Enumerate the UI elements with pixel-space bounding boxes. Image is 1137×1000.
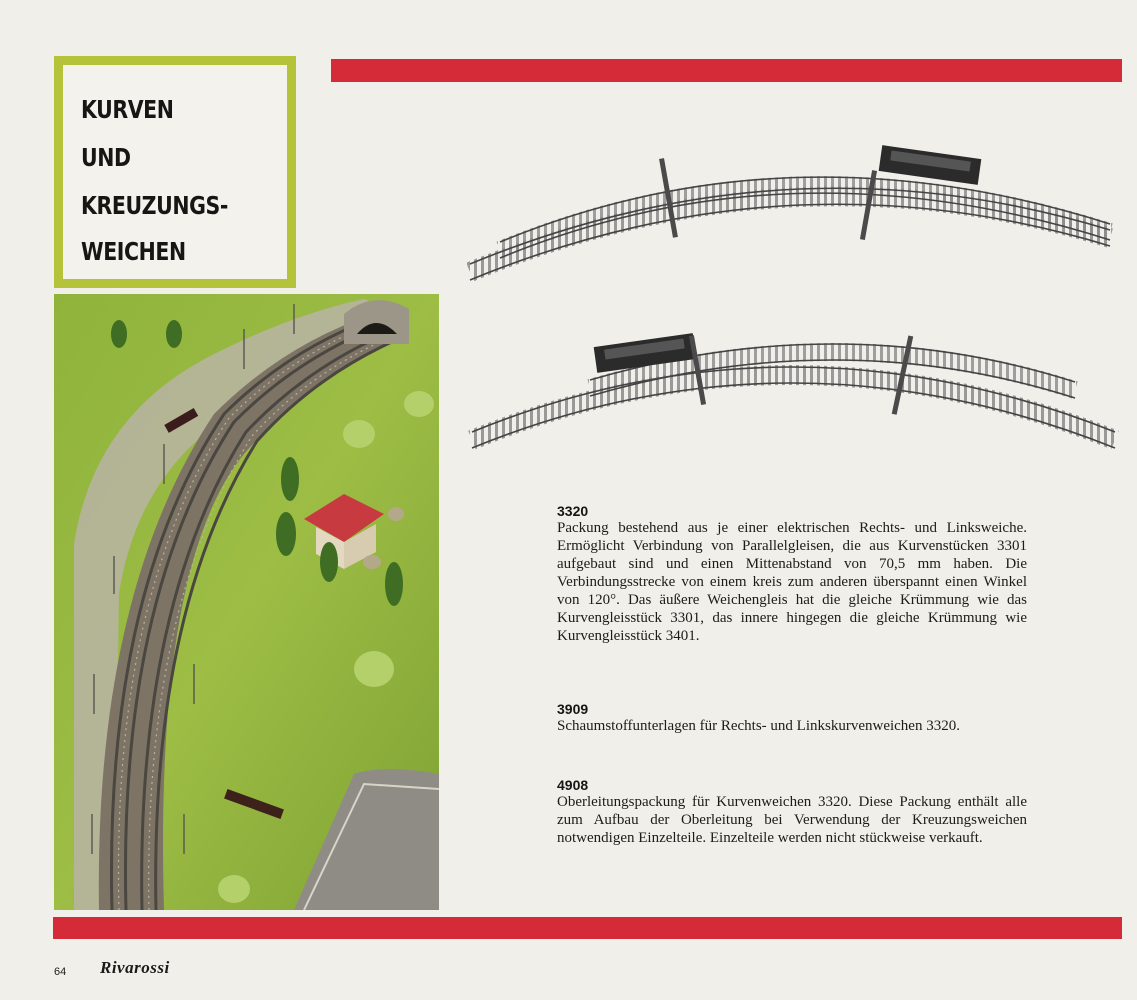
bottom-red-bar	[53, 917, 1122, 939]
top-red-bar	[331, 59, 1122, 82]
product-description: Packung bestehend aus je einer elektrischen Rechts- und Linksweiche. Ermöglicht Verbindung von Parallelgleisen, die aus Kurvenstücken 3301 aufgebaut sind und einen Mittenabstand von 70,5 mm haben. Die Verbindungsstrecke von einem kreis zum anderen überspannt einen Winkel von 120°. Das äußere Weichengleis hat die gleiche Krümmung wie das Kurvengleisstück 3301, das innere hingegen die gleiche Krümmung wie Kurvengleisstück 3401.	[557, 520, 1027, 644]
left-turnout-illustration	[470, 145, 1110, 280]
title-line-4: WEICHEN	[81, 237, 186, 266]
product-description: Schaumstoffunterlagen für Rechts- und Linkskurvenweichen 3320.	[557, 718, 960, 734]
section-title-box	[54, 56, 296, 288]
product-number: 4908	[557, 777, 589, 793]
title-line-3: KREUZUNGS-	[81, 191, 228, 220]
title-line-1: KURVEN	[81, 95, 174, 124]
right-turnout-illustration	[472, 333, 1115, 448]
layout-photo	[54, 294, 439, 910]
product-3320	[557, 503, 1027, 645]
title-line-2: UND	[81, 143, 131, 172]
product-number: 3909	[557, 701, 589, 717]
product-3909	[557, 701, 1027, 735]
page-number: 64	[54, 966, 67, 978]
product-description: Oberleitungspackung für Kurvenweichen 3320. Diese Packung enthält alle zum Aufbau der Oberleitung bei Verwendung der Kreuzungsweichen notwendigen Einzelteile. Einzelteile werden nicht stückweise verkauft.	[557, 794, 1027, 846]
product-illustration	[460, 140, 1130, 460]
product-4908	[557, 777, 1027, 847]
brand-logo: Rivarossi	[100, 958, 170, 977]
product-number: 3320	[557, 503, 589, 519]
